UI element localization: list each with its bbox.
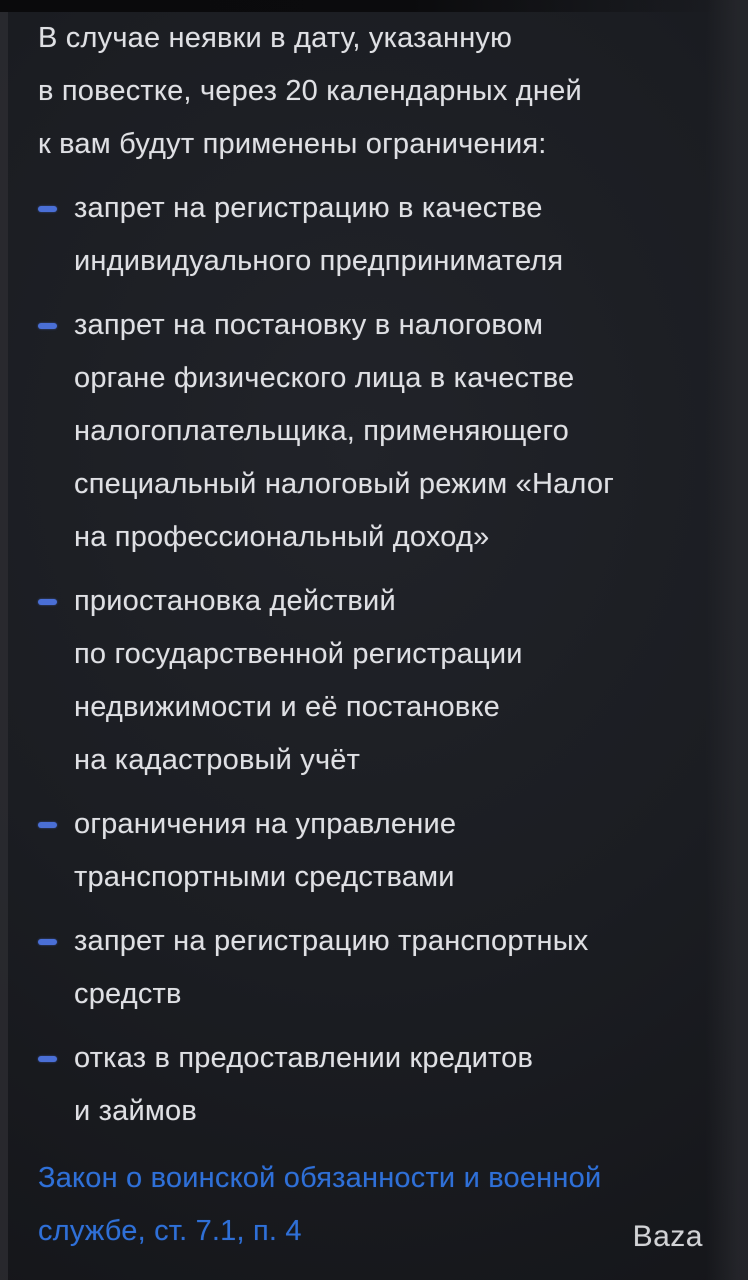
list-item — [38, 299, 718, 564]
text-line: транспортными средствами — [74, 861, 455, 893]
intro-line: В случае неявки в дату, указанную — [38, 22, 513, 54]
text-line: приостановка действий — [74, 585, 396, 617]
text-line: запрет на постановку в налоговом — [74, 309, 544, 341]
list-item — [38, 915, 718, 1021]
text-line: отказ в предоставлении кредитов — [74, 1042, 534, 1074]
text-line: по государственной регистрации — [74, 638, 523, 670]
list-item — [38, 182, 718, 288]
restrictions-list — [38, 182, 718, 1138]
text-line: ограничения на управление — [74, 808, 457, 840]
law-reference-line: Закон о воинской обязанности и военной — [38, 1162, 602, 1194]
list-item-text — [74, 299, 718, 564]
text-line: на кадастровый учёт — [74, 744, 361, 776]
text-line: органе физического лица в качестве — [74, 362, 575, 394]
text-line: специальный налоговый режим «Налог — [74, 468, 614, 500]
text-line: индивидуального предпринимателя — [74, 245, 564, 277]
law-reference — [38, 1152, 718, 1258]
list-item — [38, 798, 718, 904]
text-line: запрет на регистрацию транспортных — [74, 925, 589, 957]
baza-watermark: Baza — [632, 1220, 703, 1253]
bullet-dash-icon — [38, 599, 57, 605]
intro-line: к вам будут применены ограничения: — [38, 128, 547, 160]
intro-paragraph — [38, 12, 718, 171]
bullet-dash-icon — [38, 939, 57, 945]
post-content — [0, 12, 748, 1258]
text-line: средств — [74, 978, 182, 1010]
list-item-text — [74, 575, 718, 787]
bullet-dash-icon — [38, 822, 57, 828]
list-item-text — [74, 798, 718, 904]
list-item-text — [74, 182, 718, 288]
list-item — [38, 1032, 718, 1138]
list-item-text — [74, 1032, 718, 1138]
text-line: и займов — [74, 1095, 197, 1127]
text-line: запрет на регистрацию в качестве — [74, 192, 543, 224]
top-edge-strip — [0, 0, 748, 12]
bullet-dash-icon — [38, 206, 57, 212]
bullet-dash-icon — [38, 1056, 57, 1062]
bullet-dash-icon — [38, 323, 57, 329]
law-reference-line: службе, ст. 7.1, п. 4 — [38, 1215, 302, 1247]
text-line: недвижимости и её постановке — [74, 691, 501, 723]
text-line: налогоплательщика, применяющего — [74, 415, 569, 447]
list-item-text — [74, 915, 718, 1021]
list-item — [38, 575, 718, 787]
text-line: на профессиональный доход» — [74, 521, 490, 553]
intro-line: в повестке, через 20 календарных дней — [38, 75, 582, 107]
